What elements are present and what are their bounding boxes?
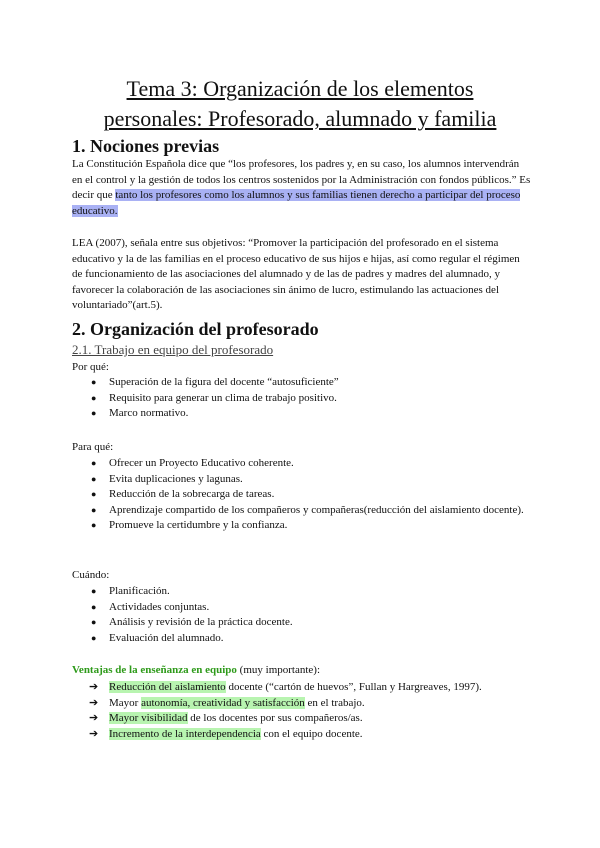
para-que-list (72, 456, 532, 534)
list-item-text: con el equipo docente. (260, 727, 363, 740)
cuando-list (72, 584, 532, 646)
list-item (72, 503, 532, 519)
highlighted-text: Mayor visibilidad (109, 712, 188, 725)
list-item (72, 406, 532, 422)
cuando-label: Cuándo: (72, 569, 110, 581)
list-item-text: Mayor (109, 696, 142, 709)
bullet-icon: ● (91, 504, 97, 515)
section-1-paragraph-2: LEA (2007), señala entre sus objetivos: “Promover la participación del profesorado en el sistema educativo y la de las familias en el proceso educativo de sus hijos e hijas, así como regular el régimen de funcionamiento de las asociaciones del alumnado y de las de padres y madres del alumnado, y favorecer la colaboración de las asociaciones sin ánimo de lucro, estimulando las actuaciones del voluntariado”(art.5). (72, 237, 520, 312)
ventajas-list (72, 680, 532, 742)
por-que-label: Por qué: (72, 361, 109, 373)
highlighted-text: autonomía, creatividad y satisfacción (141, 696, 305, 709)
ventajas-label-bold: Ventajas de la enseñanza en equipo (72, 664, 237, 676)
bullet-icon: ● (91, 617, 97, 628)
list-item (72, 696, 532, 712)
list-item-text: Reducción de la sobrecarga de tareas. (109, 488, 275, 501)
list-item-text: Superación de la figura del docente “autosuficiente” (109, 376, 339, 388)
bullet-icon: ● (91, 601, 97, 612)
list-item-text: docente (“cartón de huevos”, Fullan y Hargreaves, 1997). (225, 681, 482, 693)
title-line-2: personales: Profesorado, alumnado y familia (103, 106, 497, 131)
section-2-heading: 2. Organización del profesorado (72, 319, 319, 339)
list-item-text: en el trabajo. (304, 696, 365, 709)
highlighted-text: tanto los profesores como los alumnos y sus familias tienen derecho a participar del proceso educativo. (72, 189, 521, 217)
list-item (72, 472, 532, 488)
list-item-text: Actividades conjuntas. (109, 600, 210, 613)
list-item-text: Promueve la certidumbre y la confianza. (109, 519, 288, 532)
list-item (72, 600, 532, 616)
list-item-text: Marco normativo. (109, 407, 189, 420)
highlighted-text: Reducción del aislamiento (109, 681, 226, 693)
bullet-icon: ● (91, 520, 97, 531)
list-item-text: Ofrecer un Proyecto Educativo coherente. (109, 457, 294, 469)
highlighted-text: Incremento de la interdependencia (109, 727, 261, 740)
bullet-icon: ● (91, 586, 97, 596)
bullet-icon: ● (91, 473, 97, 484)
section-1-heading: 1. Nociones previas (72, 136, 220, 156)
bullet-icon: ● (91, 408, 97, 419)
title-line-1: Tema 3: Organización de los elementos (126, 76, 474, 101)
list-item (72, 518, 532, 534)
list-item-text: Requisito para generar un clima de trabajo positivo. (109, 391, 337, 404)
arrow-icon: ➔ (89, 681, 99, 693)
list-item (72, 631, 532, 647)
list-item-text: Evita duplicaciones y lagunas. (109, 472, 243, 485)
ventajas-label (72, 663, 320, 678)
ventajas-label-rest: (muy importante): (236, 664, 321, 676)
list-item (72, 584, 532, 600)
arrow-icon: ➔ (89, 727, 99, 740)
por-que-list (72, 375, 532, 422)
list-item-text: de los docentes por sus compañeros/as. (187, 712, 363, 725)
list-item (72, 391, 532, 407)
list-item (72, 711, 532, 727)
bullet-icon: ● (91, 392, 97, 403)
page-title (40, 74, 560, 134)
constitution-text: La Constitución Española dice que “los profesores, los padres y, en su caso, los alumnos intervendrán en el control y la gestión de todos los centros sostenidos por la Administración con fondos públicos.” Es decir que (72, 158, 531, 202)
bullet-icon: ● (91, 377, 97, 387)
list-item (72, 375, 532, 391)
para-que-label: Para qué: (72, 441, 114, 453)
list-item-text: Análisis y revisión de la práctica docente. (109, 616, 293, 629)
arrow-icon: ➔ (89, 696, 99, 709)
list-item (72, 456, 532, 472)
bullet-icon: ● (91, 489, 97, 500)
list-item-text: Planificación. (109, 585, 170, 597)
list-item (72, 727, 532, 743)
bullet-icon: ● (91, 632, 97, 643)
list-item (72, 487, 532, 503)
section-1-paragraph-1 (72, 157, 532, 219)
list-item-text: Aprendizaje compartido de los compañeros y compañeras(reducción del aislamiento docente). (109, 503, 524, 516)
list-item (72, 680, 532, 696)
section-2-1-subheading: 2.1. Trabajo en equipo del profesorado (72, 342, 274, 357)
list-item-text: Evaluación del alumnado. (109, 631, 224, 644)
list-item (72, 615, 532, 631)
bullet-icon: ● (91, 458, 97, 468)
arrow-icon: ➔ (89, 712, 99, 725)
